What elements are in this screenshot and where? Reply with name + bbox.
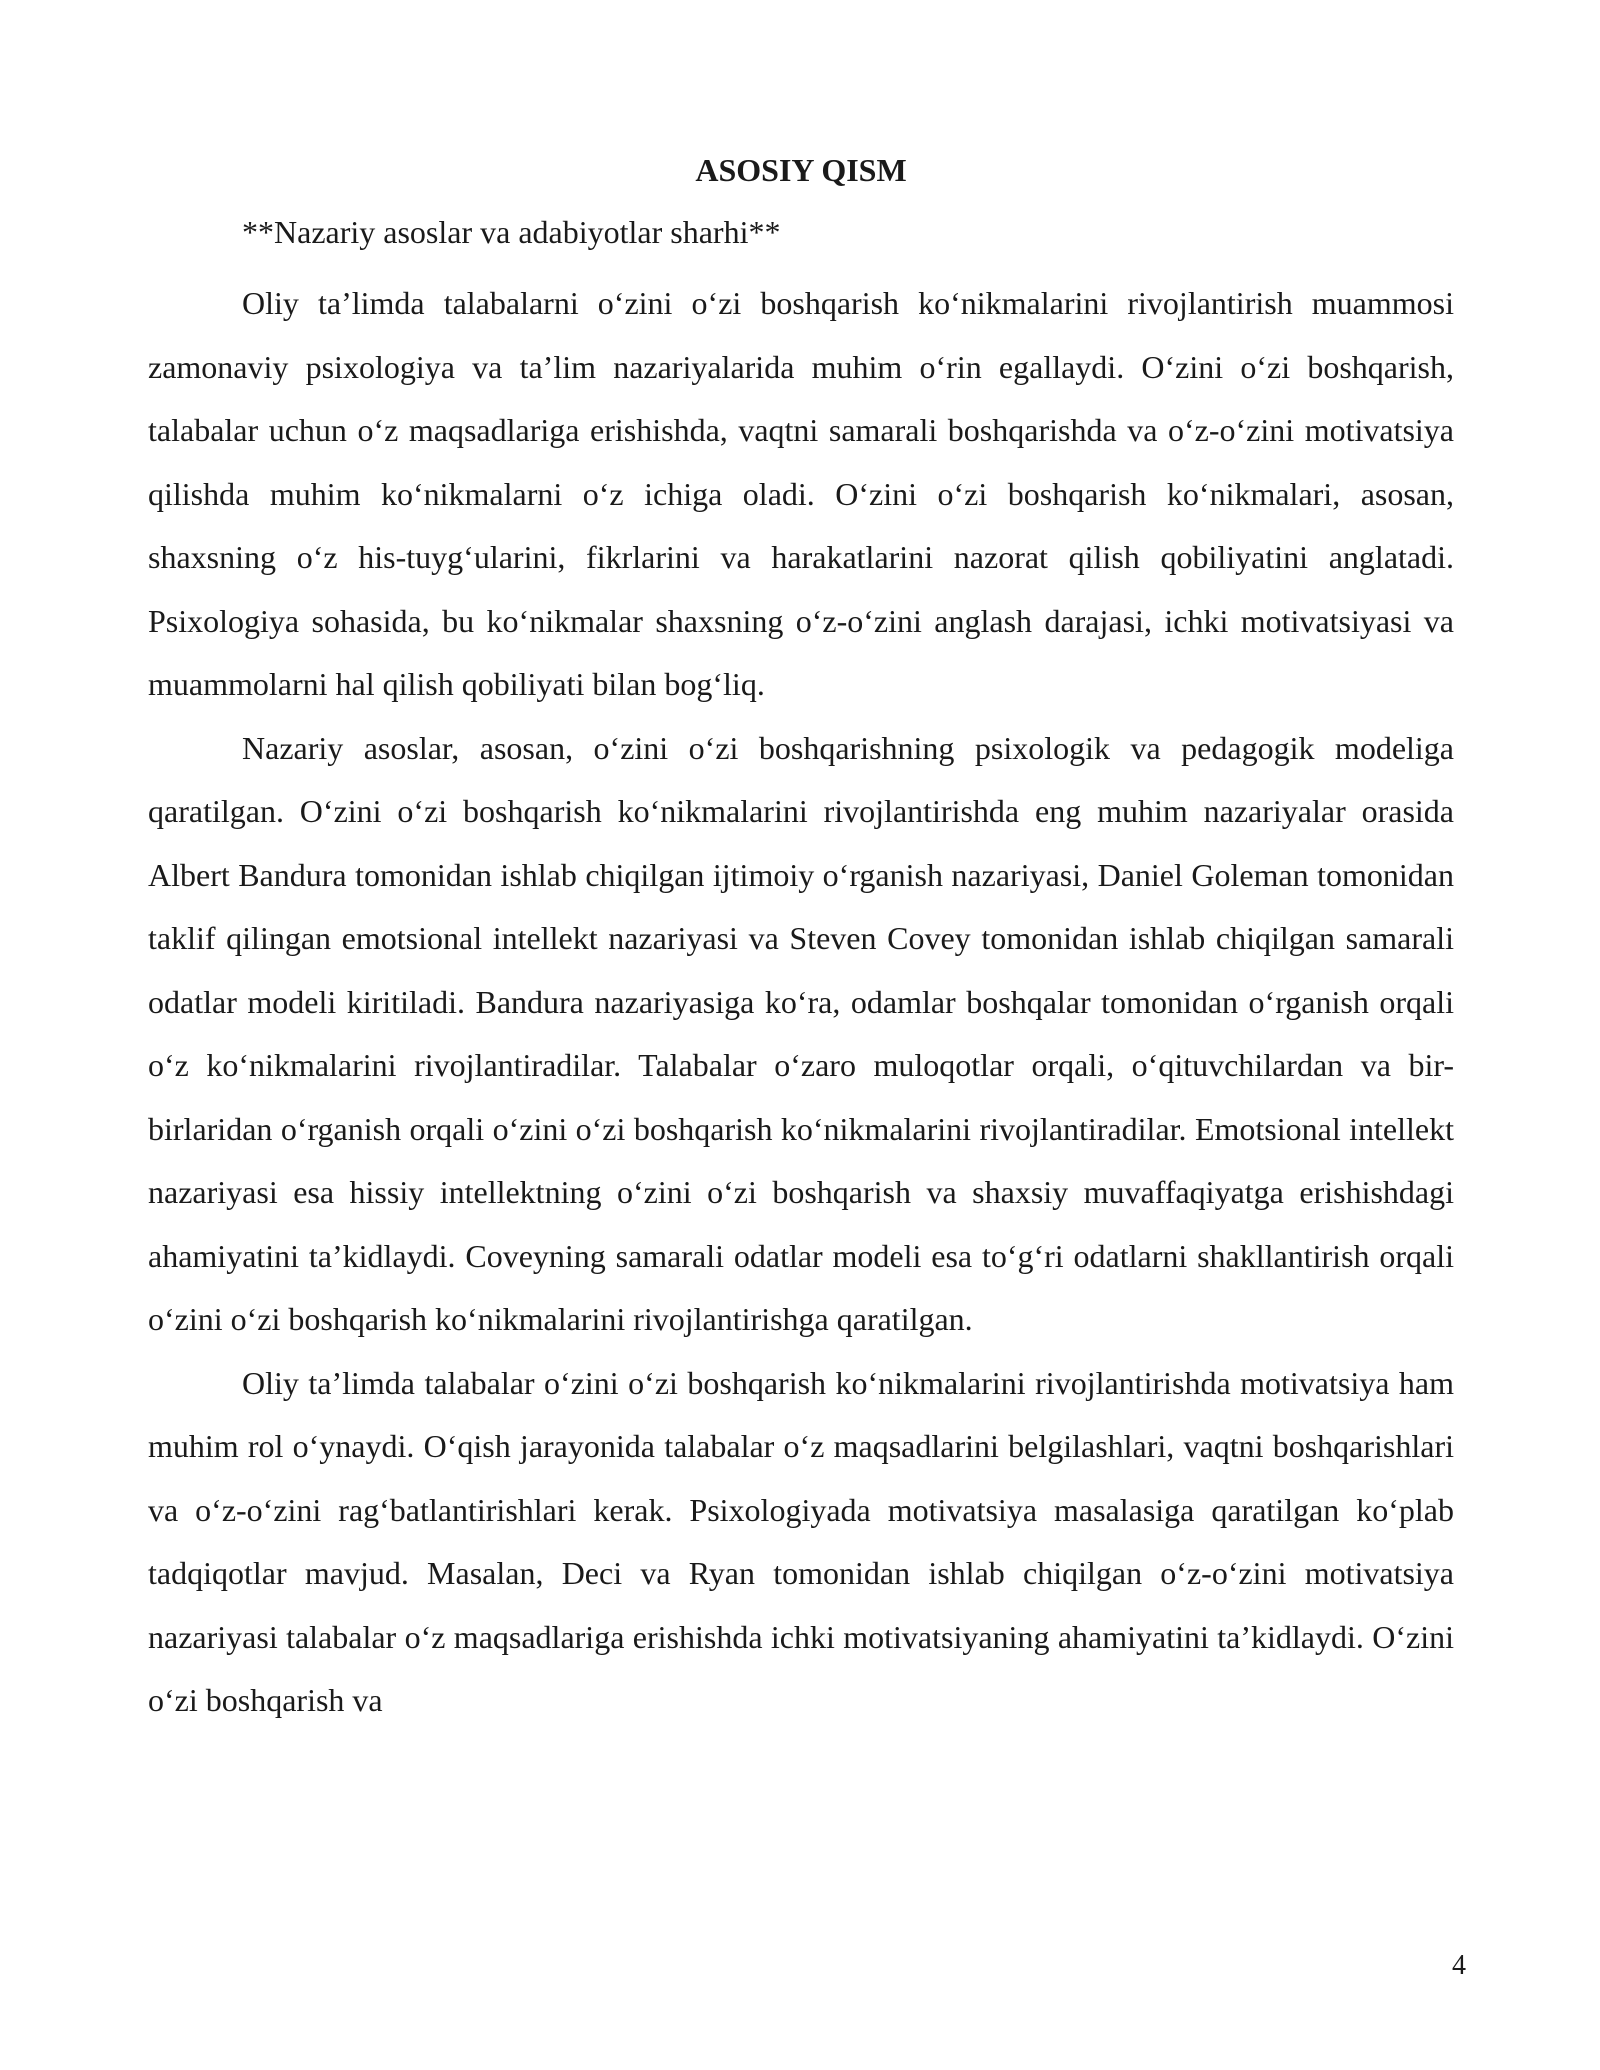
body-paragraph-3: Oliy ta’limda talabalar o‘zini o‘zi boshqarish ko‘nikmalarini rivojlantirishda motivatsiya ham muhim rol o‘ynaydi. O‘qish jarayonida talabalar o‘z maqsadlarini belgilashlari, vaqtni boshqarishlari va o‘z-o‘zini rag‘batlantirishlari kerak. Psixologiyada motivatsiya masalasiga qaratilgan ko‘plab tadqiqotlar mavjud. Masalan, Deci va Ryan tomonidan ishlab chiqilgan o‘z-o‘zini motivatsiya nazariyasi talabalar o‘z maqsadlariga erishishda ichki motivatsiyaning ahamiyatini ta’kidlaydi. O‘zini o‘zi boshqarish va [148,1364,1454,1718]
body-paragraph-2: Nazariy asoslar, asosan, o‘zini o‘zi boshqarishning psixologik va pedagogik modeliga qaratilgan. O‘zini o‘zi boshqarish ko‘nikmalarini rivojlantirishda eng muhim nazariyalar orasida Albert Bandura tomonidan ishlab chiqilgan ijtimoiy o‘rganish nazariyasi, Daniel Goleman tomonidan taklif qilingan emotsional intellekt nazariyasi va Steven Covey tomonidan ishlab chiqilgan samarali odatlar modeli kiritiladi. Bandura nazariyasiga ko‘ra, odamlar boshqalar tomonidan o‘rganish orqali o‘z ko‘nikmalarini rivojlantiradilar. Talabalar o‘zaro muloqotlar orqali, o‘qituvchilardan va bir-birlaridan o‘rganish orqali o‘zini o‘zi boshqarish ko‘nikmalarini rivojlantiradilar. Emotsional intellekt nazariyasi esa hissiy intellektning o‘zini o‘zi boshqarish va shaxsiy muvaffaqiyatga erishishdagi ahamiyatini ta’kidlaydi. Coveyning samarali odatlar modeli esa to‘g‘ri odatlarni shakllantirish orqali o‘zini o‘zi boshqarish ko‘nikmalarini rivojlantirishga qaratilgan. [148,729,1454,1337]
page-content [148,148,1454,1733]
subsection-heading: **Nazariy asoslar va adabiyotlar sharhi** [242,214,781,250]
body-paragraph-1: Oliy ta’limda talabalarni o‘zini o‘zi boshqarish ko‘nikmalarini rivojlantirish muammosi zamonaviy psixologiya va ta’lim nazariyalarida muhim o‘rin egallaydi. O‘zini o‘zi boshqarish, talabalar uchun o‘z maqsadlariga erishishda, vaqtni samarali boshqarishda va o‘z-o‘zini motivatsiya qilishda muhim ko‘nikmalarni o‘z ichiga oladi. O‘zini o‘zi boshqarish ko‘nikmalari, asosan, shaxsning o‘z his-tuyg‘ularini, fikrlarini va harakatlarini nazorat qilish qobiliyatini anglatadi. Psixologiya sohasida, bu ko‘nikmalar shaxsning o‘z-o‘zini anglash darajasi, ichki motivatsiyasi va muammolarni hal qilish qobiliyati bilan bog‘liq. [148,285,1454,702]
section-heading: ASOSIY QISM [695,152,907,188]
page-number: 4 [1452,1950,1466,1981]
